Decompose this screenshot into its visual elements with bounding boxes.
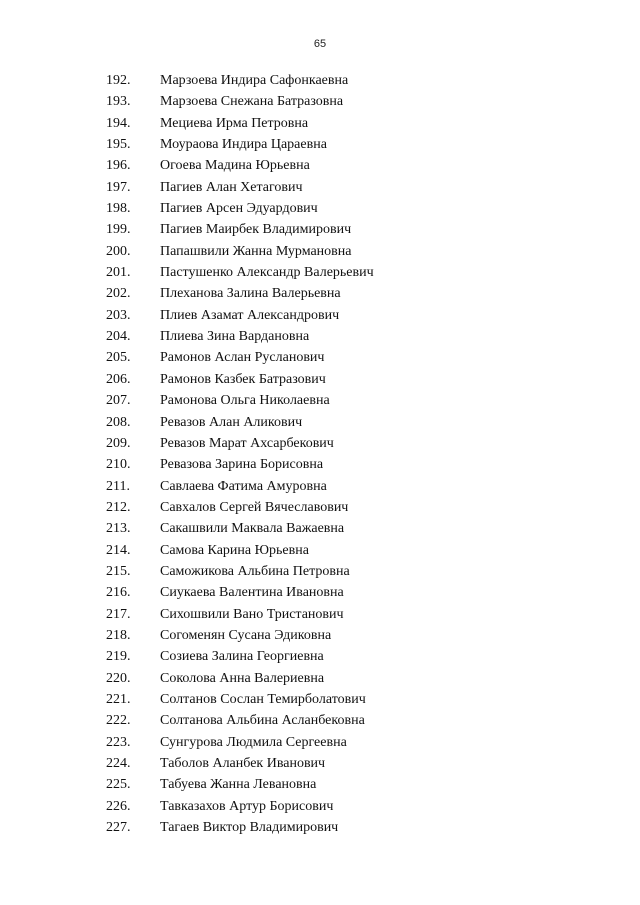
list-item [0,476,640,497]
entry-name: Рамонов Казбек Батразович [160,371,326,387]
list-item [0,262,640,283]
entry-number: 225. [106,777,131,793]
entry-number: 207. [106,393,131,409]
entry-name: Савхалов Сергей Вячеславович [160,499,349,515]
entry-number: 203. [106,307,131,323]
list-item [0,561,640,582]
list-item [0,198,640,219]
list-item [0,241,640,262]
entry-name: Тагаев Виктор Владимирович [160,820,339,836]
entry-name: Согоменян Сусана Эдиковна [160,627,332,643]
list-item [0,710,640,731]
entry-number: 201. [106,265,131,281]
name-list [0,70,640,838]
entry-name: Мециева Ирма Петровна [160,115,309,131]
list-item [0,177,640,198]
entry-number: 205. [106,350,131,366]
entry-number: 204. [106,329,131,345]
entry-number: 215. [106,563,131,579]
entry-name: Тавказахов Артур Борисович [160,798,334,814]
entry-number: 222. [106,713,131,729]
entry-name: Папашвили Жанна Мурмановна [160,243,352,259]
entry-number: 202. [106,286,131,302]
entry-name: Сакашвили Маквала Важаевна [160,521,345,537]
entry-name: Огоева Мадина Юрьевна [160,158,310,174]
list-item [0,326,640,347]
list-item [0,433,640,454]
entry-name: Моураова Индира Цараевна [160,137,327,153]
entry-name: Марзоева Индира Сафонкаевна [160,73,349,88]
list-item [0,753,640,774]
list-item [0,668,640,689]
list-item [0,155,640,176]
entry-name: Табуева Жанна Левановна [160,777,317,793]
entry-name: Созиева Залина Георгиевна [160,649,324,665]
entry-name: Соколова Анна Валериевна [160,670,325,686]
list-item [0,774,640,795]
entry-name: Сунгурова Людмила Сергеевна [160,734,347,750]
list-item [0,625,640,646]
list-item [0,454,640,475]
entry-number: 194. [106,115,131,131]
entry-name: Самова Карина Юрьевна [160,542,309,558]
entry-number: 210. [106,457,131,473]
list-item [0,604,640,625]
list-item [0,540,640,561]
page-number: 65 [313,38,327,50]
entry-number: 216. [106,585,131,601]
list-item [0,134,640,155]
entry-name: Пагиев Алан Хетагович [160,179,303,195]
list-item [0,91,640,112]
entry-name: Марзоева Снежана Батразовна [160,94,344,110]
entry-number: 220. [106,670,131,686]
entry-number: 226. [106,798,131,814]
entry-number: 221. [106,691,131,707]
list-item [0,305,640,326]
entry-name: Ревазов Марат Ахсарбекович [160,435,334,451]
list-item [0,732,640,753]
entry-name: Плеханова Залина Валерьевна [160,286,341,302]
entry-name: Плиев Азамат Александрович [160,307,340,323]
entry-name: Ревазов Алан Аликович [160,414,303,430]
list-item [0,497,640,518]
list-item [0,283,640,304]
list-item [0,689,640,710]
list-item [0,646,640,667]
list-item [0,582,640,603]
entry-number: 211. [106,478,130,494]
entry-name: Пагиев Маирбек Владимирович [160,222,352,238]
entry-number: 206. [106,371,131,387]
entry-number: 199. [106,222,131,238]
entry-number: 208. [106,414,131,430]
list-item [0,369,640,390]
list-item [0,817,640,838]
list-item [0,113,640,134]
entry-name: Сиукаева Валентина Ивановна [160,585,344,601]
entry-name: Таболов Аланбек Иванович [160,756,326,771]
entry-number: 218. [106,627,131,643]
entry-name: Пагиев Арсен Эдуардович [160,201,318,217]
entry-name: Плиева Зина Вардановна [160,329,310,345]
list-item [0,412,640,433]
entry-name: Рамонов Аслан Русланович [160,350,325,366]
entry-name: Саможикова Альбина Петровна [160,563,350,579]
entry-number: 214. [106,542,131,558]
list-item [0,219,640,240]
entry-number: 192. [106,73,131,88]
entry-number: 227. [106,820,131,836]
entry-number: 196. [106,158,131,174]
entry-name: Солтанова Альбина Асланбековна [160,713,365,729]
entry-number: 219. [106,649,131,665]
entry-name: Пастушенко Александр Валерьевич [160,265,374,281]
entry-number: 223. [106,734,131,750]
entry-number: 209. [106,435,131,451]
list-item [0,796,640,817]
entry-number: 197. [106,179,131,195]
list-item [0,347,640,368]
entry-number: 195. [106,137,131,153]
entry-name: Савлаева Фатима Амуровна [160,478,327,494]
list-item [0,518,640,539]
list-item [0,70,640,91]
list-item [0,390,640,411]
entry-number: 213. [106,521,131,537]
entry-number: 217. [106,606,131,622]
entry-name: Ревазова Зарина Борисовна [160,457,324,473]
entry-number: 198. [106,201,131,217]
entry-name: Рамонова Ольга Николаевна [160,393,330,409]
entry-name: Сихошвили Вано Тристанович [160,606,344,622]
entry-number: 193. [106,94,131,110]
entry-number: 200. [106,243,131,259]
entry-number: 212. [106,499,131,515]
entry-number: 224. [106,756,131,771]
entry-name: Солтанов Сослан Темирболатович [160,691,366,707]
